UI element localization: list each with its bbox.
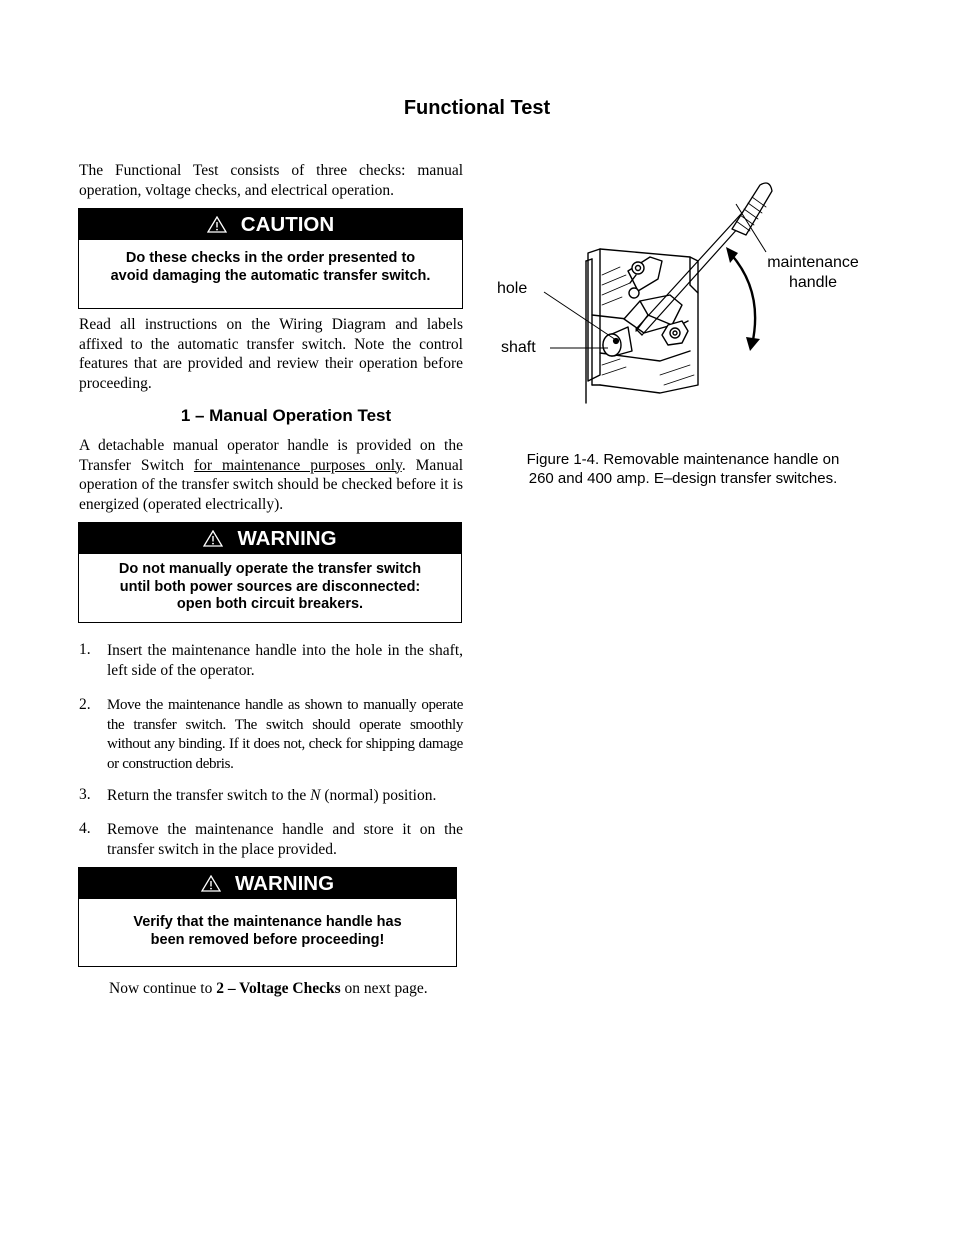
caution-label: CAUTION [240,212,335,236]
intro-paragraph: The Functional Test consists of three checks: manual operation, voltage checks, and electrical operation. [79,162,463,199]
hole-label: hole [497,280,528,297]
hole-leader-line [544,292,616,340]
warning-1-line-1: Do not manually operate the transfer switch [118,561,422,577]
caution-box [78,208,463,309]
warning-1-header [79,523,461,554]
caution-line-1: Do these checks in the order presented to [125,250,416,266]
handle-leader-line [736,204,766,252]
step-1-number: 1. [79,641,91,658]
caption-line-1: Figure 1-4. Removable maintenance handle on [526,451,840,468]
step-3-italic: N [310,787,321,804]
warning-2-label: WARNING [234,871,335,895]
caution-header [79,209,462,240]
warning-1-line-2: until both power sources are disconnected: [119,578,421,595]
shaft-label: shaft [501,339,536,356]
label-maintenance: maintenance [767,254,859,271]
step-4-text: Remove the maintenance handle and store it on the transfer switch in the place provided. [107,821,463,858]
page-title: Functional Test [403,97,551,119]
continue-line [109,980,428,998]
maintenance-handle-label [762,253,864,293]
instructions-paragraph: Read all instructions on the Wiring Diagram and labels affixed to the automatic transfer switch. Note the control features that are provided and review their operation before proceeding. [79,316,463,392]
warning-2-header [79,868,456,899]
continue-after: on next page. [344,980,428,997]
manual-para-after: . Manual operation of the transfer switch should be checked before it is energized (operated electrically). [79,456,464,513]
manual-operation-paragraph [79,436,463,514]
continue-before: Now continue to [109,980,213,997]
warning-box-2 [78,867,457,967]
step-4-number: 4. [79,820,91,837]
manual-para-before: A detachable manual operator handle is provided on the Transfer Switch [79,437,463,474]
warning-box-1 [78,522,462,623]
step-2-number: 2. [79,696,91,713]
step-1-text: Insert the maintenance handle into the hole in the shaft, left side of the operator. [107,642,463,679]
step-3-before: Return the transfer switch to the [107,787,307,804]
continue-link: 2 – Voltage Checks [216,980,341,997]
step-3-number: 3. [79,786,91,803]
step-2-text: Move the maintenance handle as shown to manually operate the transfer switch. The switch should operate smoothly without any binding. If it does not, check for shipping damage or construction debris. [107,697,463,772]
section-heading: 1 – Manual Operation Test [180,406,392,425]
leader-lines [530,190,790,370]
manual-para-underlined: for maintenance purposes only [193,456,402,474]
step-3-text [107,786,463,806]
warning-2-line-2: been removed before proceeding! [150,931,385,948]
warning-2-line-1: Verify that the maintenance handle has [133,914,402,930]
caption-line-2: 260 and 400 amp. E–design transfer switches. [528,469,838,487]
step-3-after: (normal) position. [324,787,437,804]
warning-triangle-icon [207,216,227,233]
label-handle: handle [788,274,838,291]
warning-triangle-icon [203,530,223,547]
warning-1-label: WARNING [237,526,337,550]
warning-triangle-icon [201,875,221,892]
caution-line-2: avoid damaging the automatic transfer switch. [110,267,431,284]
warning-1-line-3: open both circuit breakers. [176,596,364,612]
figure-caption [493,451,873,488]
